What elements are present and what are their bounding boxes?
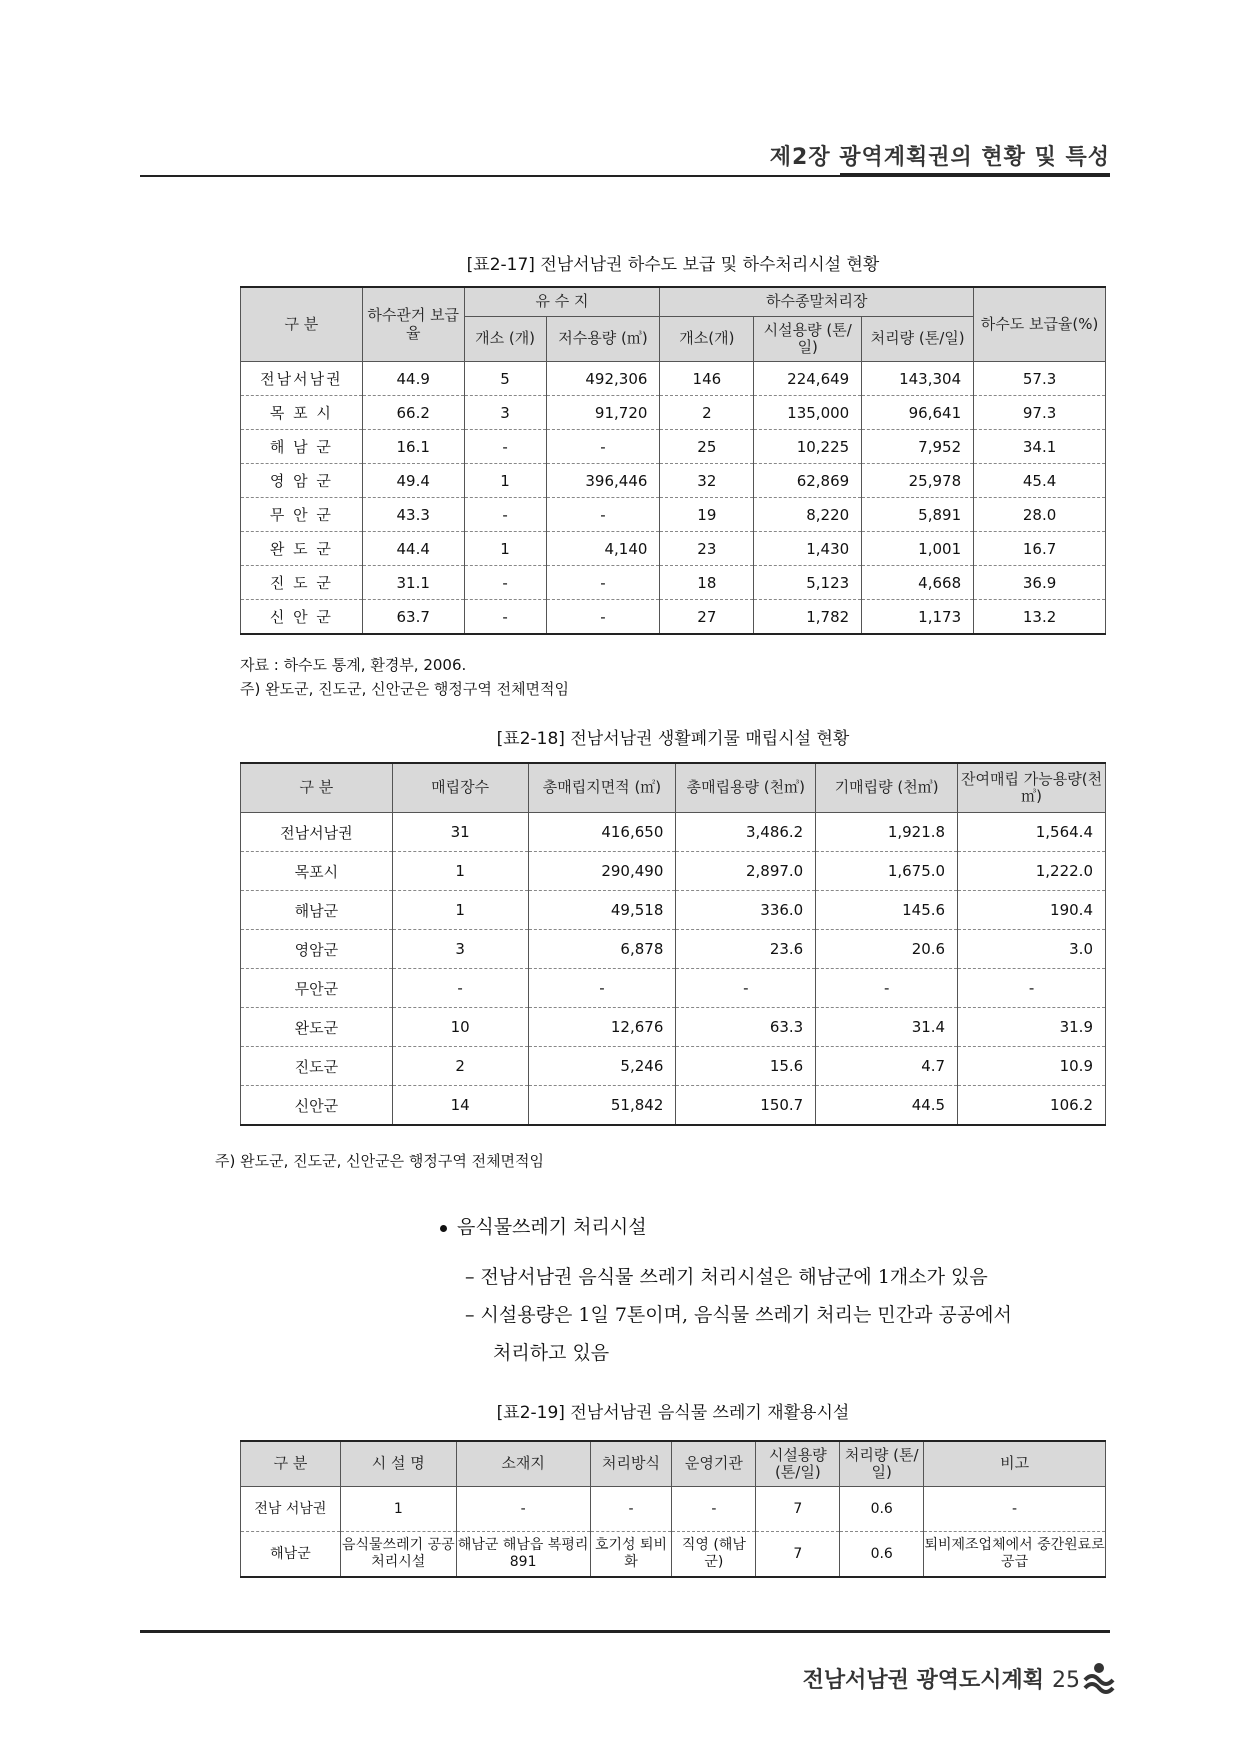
table19 — [240, 1440, 1106, 1578]
t17-cell: 396,446 — [546, 464, 660, 498]
t17-cell: 5,891 — [862, 498, 974, 532]
t17-cell: 224,649 — [754, 362, 862, 396]
t19-cell: - — [456, 1487, 590, 1532]
t17-cell: - — [464, 498, 546, 532]
t18-region: 완도군 — [241, 1008, 393, 1047]
t17-cell: 1,430 — [754, 532, 862, 566]
t19-header-remarks: 비고 — [924, 1441, 1106, 1487]
t17-cell: 19 — [660, 498, 754, 532]
t17-cell: 143,304 — [862, 362, 974, 396]
t17-cell: 66.2 — [362, 396, 464, 430]
t17-cell: 1,001 — [862, 532, 974, 566]
t17-cell: 7,952 — [862, 430, 974, 464]
t18-cell: 12,676 — [528, 1008, 676, 1047]
bullet-icon — [440, 1225, 447, 1232]
t17-cell: 10,225 — [754, 430, 862, 464]
t17-region: 신 안 군 — [241, 600, 363, 635]
t17-cell: - — [546, 430, 660, 464]
t17-cell: 3 — [464, 396, 546, 430]
t19-cell: - — [590, 1487, 672, 1532]
header-rule-accent — [840, 173, 1110, 177]
t17-header-reservoir: 유 수 지 — [464, 287, 660, 317]
t17-cell: 27 — [660, 600, 754, 635]
t17-cell: 1 — [464, 464, 546, 498]
table-row — [241, 1487, 1106, 1532]
t19-cell: 7 — [756, 1532, 840, 1578]
page-number: 25 — [1052, 1668, 1080, 1693]
t17-cell: 96,641 — [862, 396, 974, 430]
t17-cell: 57.3 — [974, 362, 1106, 396]
t19-header-facility: 시 설 명 — [340, 1441, 456, 1487]
t18-cell: 416,650 — [528, 813, 676, 852]
t17-cell: 4,140 — [546, 532, 660, 566]
table-row — [241, 852, 1106, 891]
t17-cell: 13.2 — [974, 600, 1106, 635]
t18-header-category: 구 분 — [241, 763, 393, 813]
t18-cell: 336.0 — [676, 891, 816, 930]
t18-header-sites: 매립장수 — [392, 763, 528, 813]
t18-cell: 1,921.8 — [816, 813, 958, 852]
table-row — [241, 532, 1106, 566]
t19-cell: 직영 (해남군) — [672, 1532, 756, 1578]
t17-region: 완 도 군 — [241, 532, 363, 566]
t18-header-capacity: 총매립용량 (천㎥) — [676, 763, 816, 813]
t17-cell: 25,978 — [862, 464, 974, 498]
t18-cell: 10 — [392, 1008, 528, 1047]
t18-cell: 2,897.0 — [676, 852, 816, 891]
t18-cell: 1 — [392, 852, 528, 891]
t19-region: 전남 서남권 — [241, 1487, 341, 1532]
section-title-text: 음식물쓰레기 처리시설 — [457, 1216, 647, 1238]
t17-cell: 45.4 — [974, 464, 1106, 498]
t17-cell: - — [464, 566, 546, 600]
table-row — [241, 1532, 1106, 1578]
table-row — [241, 362, 1106, 396]
t18-cell: 150.7 — [676, 1086, 816, 1126]
t18-note: 주) 완도군, 진도군, 신안군은 행정구역 전체면적임 — [215, 1152, 545, 1170]
t17-cell: 492,306 — [546, 362, 660, 396]
t18-cell: - — [958, 969, 1106, 1008]
t17-cell: 146 — [660, 362, 754, 396]
t17-cell: 23 — [660, 532, 754, 566]
t18-cell: - — [392, 969, 528, 1008]
t17-region: 해 남 군 — [241, 430, 363, 464]
t17-cell: 63.7 — [362, 600, 464, 635]
t19-cell: - — [672, 1487, 756, 1532]
table-row — [241, 464, 1106, 498]
t18-cell: 15.6 — [676, 1047, 816, 1086]
t19-cell: 0.6 — [840, 1487, 924, 1532]
t18-cell: 31 — [392, 813, 528, 852]
t18-header-area: 총매립지면적 (㎡) — [528, 763, 676, 813]
t19-header-amount: 처리량 (톤/일) — [840, 1441, 924, 1487]
t18-region: 전남서남권 — [241, 813, 393, 852]
table-row — [241, 430, 1106, 464]
t17-cell: - — [464, 600, 546, 635]
t18-cell: 6,878 — [528, 930, 676, 969]
t17-cell: 16.1 — [362, 430, 464, 464]
section-line-2: – 시설용량은 1일 7톤이며, 음식물 쓰레기 처리는 민간과 공공에서 — [465, 1304, 1012, 1326]
t19-header-operator: 운영기관 — [672, 1441, 756, 1487]
t18-cell: 44.5 — [816, 1086, 958, 1126]
t18-cell: - — [676, 969, 816, 1008]
table-row — [241, 1008, 1106, 1047]
t18-cell: 1,564.4 — [958, 813, 1106, 852]
table-row — [241, 600, 1106, 635]
t17-source: 자료 : 하수도 통계, 환경부, 2006. — [240, 656, 467, 674]
t17-cell: - — [546, 600, 660, 635]
t17-cell: 18 — [660, 566, 754, 600]
t17-cell: - — [464, 430, 546, 464]
t17-cell: 1,173 — [862, 600, 974, 635]
t19-cell: 0.6 — [840, 1532, 924, 1578]
t18-region: 무안군 — [241, 969, 393, 1008]
t17-cell: 16.7 — [974, 532, 1106, 566]
table19-caption: [표2-19] 전남서남권 음식물 쓰레기 재활용시설 — [496, 1403, 850, 1423]
t17-cell: 49.4 — [362, 464, 464, 498]
logo-icon — [1082, 1660, 1116, 1694]
t17-cell: 1,782 — [754, 600, 862, 635]
t18-cell: 106.2 — [958, 1086, 1106, 1126]
t18-cell: 1,222.0 — [958, 852, 1106, 891]
t18-cell: 49,518 — [528, 891, 676, 930]
t17-cell: 28.0 — [974, 498, 1106, 532]
t17-header-res-count: 개소 (개) — [464, 317, 546, 362]
table-row — [241, 1086, 1106, 1126]
t18-cell: - — [816, 969, 958, 1008]
t17-header-sewer-rate: 하수도 보급율(%) — [974, 287, 1106, 362]
t17-region: 무 안 군 — [241, 498, 363, 532]
t17-cell: 1 — [464, 532, 546, 566]
t17-cell: 44.4 — [362, 532, 464, 566]
t17-cell: 43.3 — [362, 498, 464, 532]
t17-note: 주) 완도군, 진도군, 신안군은 행정구역 전체면적임 — [240, 680, 570, 698]
t17-cell: 32 — [660, 464, 754, 498]
t19-cell: - — [924, 1487, 1106, 1532]
t17-cell: 36.9 — [974, 566, 1106, 600]
t18-cell: 3.0 — [958, 930, 1106, 969]
t18-cell: 63.3 — [676, 1008, 816, 1047]
t18-cell: 3,486.2 — [676, 813, 816, 852]
t17-cell: 34.1 — [974, 430, 1106, 464]
table-row — [241, 813, 1106, 852]
table-row — [241, 1047, 1106, 1086]
t17-cell: 4,668 — [862, 566, 974, 600]
t18-region: 신안군 — [241, 1086, 393, 1126]
t17-cell: 135,000 — [754, 396, 862, 430]
t19-cell: 7 — [756, 1487, 840, 1532]
t18-cell: 10.9 — [958, 1047, 1106, 1086]
table-row — [241, 891, 1106, 930]
table-row — [241, 969, 1106, 1008]
t17-header-pipe-rate: 하수관거 보급율 — [362, 287, 464, 362]
t17-cell: - — [546, 498, 660, 532]
t17-region: 진 도 군 — [241, 566, 363, 600]
table-row — [241, 498, 1106, 532]
t17-region: 영 암 군 — [241, 464, 363, 498]
table17-caption: [표2-17] 전남서남권 하수도 보급 및 하수처리시설 현황 — [466, 255, 880, 275]
t17-cell: 5,123 — [754, 566, 862, 600]
t17-cell: 2 — [660, 396, 754, 430]
t19-cell: 퇴비제조업체에서 중간원료로 공급 — [924, 1532, 1106, 1578]
t18-cell: 31.4 — [816, 1008, 958, 1047]
t18-region: 영암군 — [241, 930, 393, 969]
t17-cell: - — [546, 566, 660, 600]
table17 — [240, 286, 1106, 635]
t17-header-tr-count: 개소(개) — [660, 317, 754, 362]
t19-header-location: 소재지 — [456, 1441, 590, 1487]
t18-cell: 5,246 — [528, 1047, 676, 1086]
t18-region: 해남군 — [241, 891, 393, 930]
table18-caption: [표2-18] 전남서남권 생활폐기물 매립시설 현황 — [496, 729, 850, 749]
t18-region: 목포시 — [241, 852, 393, 891]
t18-cell: 3 — [392, 930, 528, 969]
t18-cell: 1,675.0 — [816, 852, 958, 891]
t17-header-tr-amount: 처리량 (톤/일) — [862, 317, 974, 362]
t18-header-remaining: 잔여매립 가능용량(천㎥) — [958, 763, 1106, 813]
t18-cell: 2 — [392, 1047, 528, 1086]
t17-header-category: 구 분 — [241, 287, 363, 362]
t19-header-method: 처리방식 — [590, 1441, 672, 1487]
section-line-3: 처리하고 있음 — [493, 1342, 610, 1364]
t18-region: 진도군 — [241, 1047, 393, 1086]
table-row — [241, 930, 1106, 969]
table-row — [241, 396, 1106, 430]
section-title — [440, 1212, 647, 1239]
t17-cell: 31.1 — [362, 566, 464, 600]
t17-cell: 5 — [464, 362, 546, 396]
t17-cell: 91,720 — [546, 396, 660, 430]
t17-cell: 62,869 — [754, 464, 862, 498]
table18 — [240, 762, 1106, 1126]
footer-rule — [140, 1630, 1110, 1633]
t19-cell: 해남군 해남읍 복평리 891 — [456, 1532, 590, 1578]
t17-header-treatment: 하수종말처리장 — [660, 287, 974, 317]
page-footer — [640, 1663, 1080, 1694]
t18-cell: 14 — [392, 1086, 528, 1126]
t18-cell: 4.7 — [816, 1047, 958, 1086]
t18-cell: 20.6 — [816, 930, 958, 969]
t18-cell: 290,490 — [528, 852, 676, 891]
t18-cell: 190.4 — [958, 891, 1106, 930]
t17-cell: 8,220 — [754, 498, 862, 532]
t19-cell: 음식물쓰레기 공공처리시설 — [340, 1532, 456, 1578]
t17-header-tr-capacity: 시설용량 (톤/일) — [754, 317, 862, 362]
t19-header-capacity: 시설용량 (톤/일) — [756, 1441, 840, 1487]
t19-cell: 1 — [340, 1487, 456, 1532]
t17-cell: 44.9 — [362, 362, 464, 396]
t17-cell: 97.3 — [974, 396, 1106, 430]
table-row — [241, 566, 1106, 600]
t18-cell: 31.9 — [958, 1008, 1106, 1047]
t19-header-category: 구 분 — [241, 1441, 341, 1487]
t18-cell: 23.6 — [676, 930, 816, 969]
t18-header-filled: 기매립량 (천㎥) — [816, 763, 958, 813]
t18-cell: 51,842 — [528, 1086, 676, 1126]
chapter-header: 제2장 광역계획권의 현황 및 특성 — [769, 145, 1110, 170]
t19-cell: 호기성 퇴비화 — [590, 1532, 672, 1578]
t17-region: 전남서남권 — [241, 362, 363, 396]
footer-title: 전남서남권 광역도시계획 — [802, 1668, 1044, 1693]
t18-cell: - — [528, 969, 676, 1008]
t17-cell: 25 — [660, 430, 754, 464]
t17-header-res-capacity: 저수용량 (㎥) — [546, 317, 660, 362]
section-line-1: – 전남서남권 음식물 쓰레기 처리시설은 해남군에 1개소가 있음 — [465, 1266, 988, 1288]
t18-cell: 145.6 — [816, 891, 958, 930]
t18-cell: 1 — [392, 891, 528, 930]
t19-region: 해남군 — [241, 1532, 341, 1578]
t17-region: 목 포 시 — [241, 396, 363, 430]
